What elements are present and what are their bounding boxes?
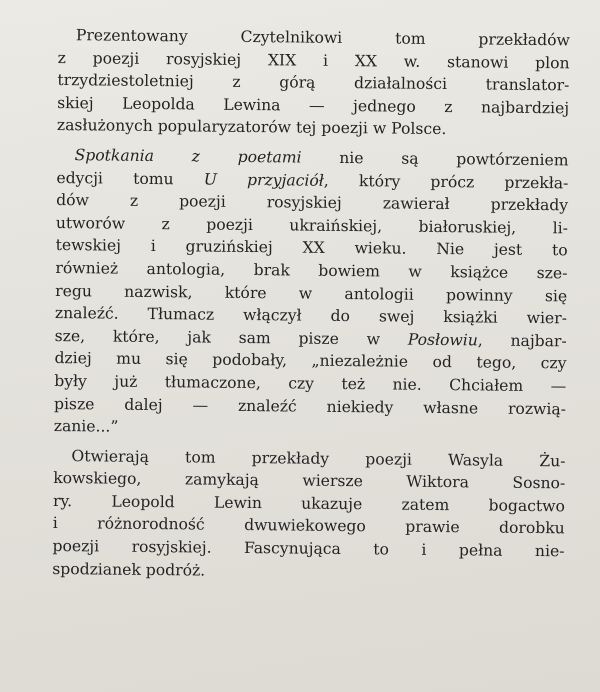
text-line: regu nazwisk, które w antologii powinny się [55, 281, 568, 305]
text-line: edycji tomu U przyjaciół, który prócz przekła- [56, 168, 569, 192]
text-line: spodzianek podróż. [52, 559, 206, 580]
text-line: Otwierają tom przekłady poezji Wasyla Żu- [71, 446, 566, 471]
paragraph-closing [52, 445, 565, 586]
text-line: również antologia, brak bowiem w książce sze- [55, 258, 568, 283]
text-line: były już tłumaczone, czy też nie. Chciałem — [54, 371, 567, 396]
text-line: dów z poezji rosyjskiej zawierał przekłady [56, 191, 569, 215]
text-line: zasłużonych popularyzatorów tej poezji w Polsce. [56, 116, 447, 139]
text-line: kowskiego, zamykają wiersze Wiktora Sosno- [53, 469, 566, 493]
book-title: Spotkania z poetami [74, 146, 302, 167]
text-line: Prezentowany Czytelnikowi tom przekładów [75, 26, 570, 50]
text-line: zanie...” [53, 417, 119, 436]
book-page-text [52, 24, 570, 593]
text-line: poezji rosyjskiej. Fascynująca to i pełna nie- [52, 537, 565, 561]
book-title: U przyjaciół [203, 170, 324, 190]
text-line: z poezji rosyjskiej XIX i XX w. stanowi plon [57, 48, 570, 72]
paragraph-intro [57, 24, 570, 142]
text-line: utworów z poezji ukraińskiej, białoruskiej, li- [55, 213, 568, 238]
text-line: pisze dalej — znaleźć niekiedy własne rozwią- [53, 394, 567, 418]
text-line: sze, które, jak sam pisze w Posłowiu, najbar- [54, 326, 567, 351]
text-line: skiej Leopolda Lewina — jednego z najbardziej [57, 93, 570, 118]
text-line: i różnorodność dwuwiekowego prawie dorobku [52, 514, 565, 538]
paragraph-body [54, 144, 569, 443]
text-line: tewskiej i gruzińskiej XX wieku. Nie jest to [55, 236, 568, 260]
text-line: dziej mu się podobały, „niezależnie od tego, czy [54, 349, 567, 373]
text-line: trzydziestoletniej z górą działalności translator- [57, 71, 570, 95]
text-line: ry. Leopold Lewin ukazuje zatem bogactwo [52, 491, 566, 516]
text-line: Spotkania z poetami nie są powtórzeniem [74, 146, 569, 170]
section-title: Posłowiu [407, 330, 478, 350]
text-line: znaleźć. Tłumacz włączył do swej książki wier- [54, 304, 568, 328]
